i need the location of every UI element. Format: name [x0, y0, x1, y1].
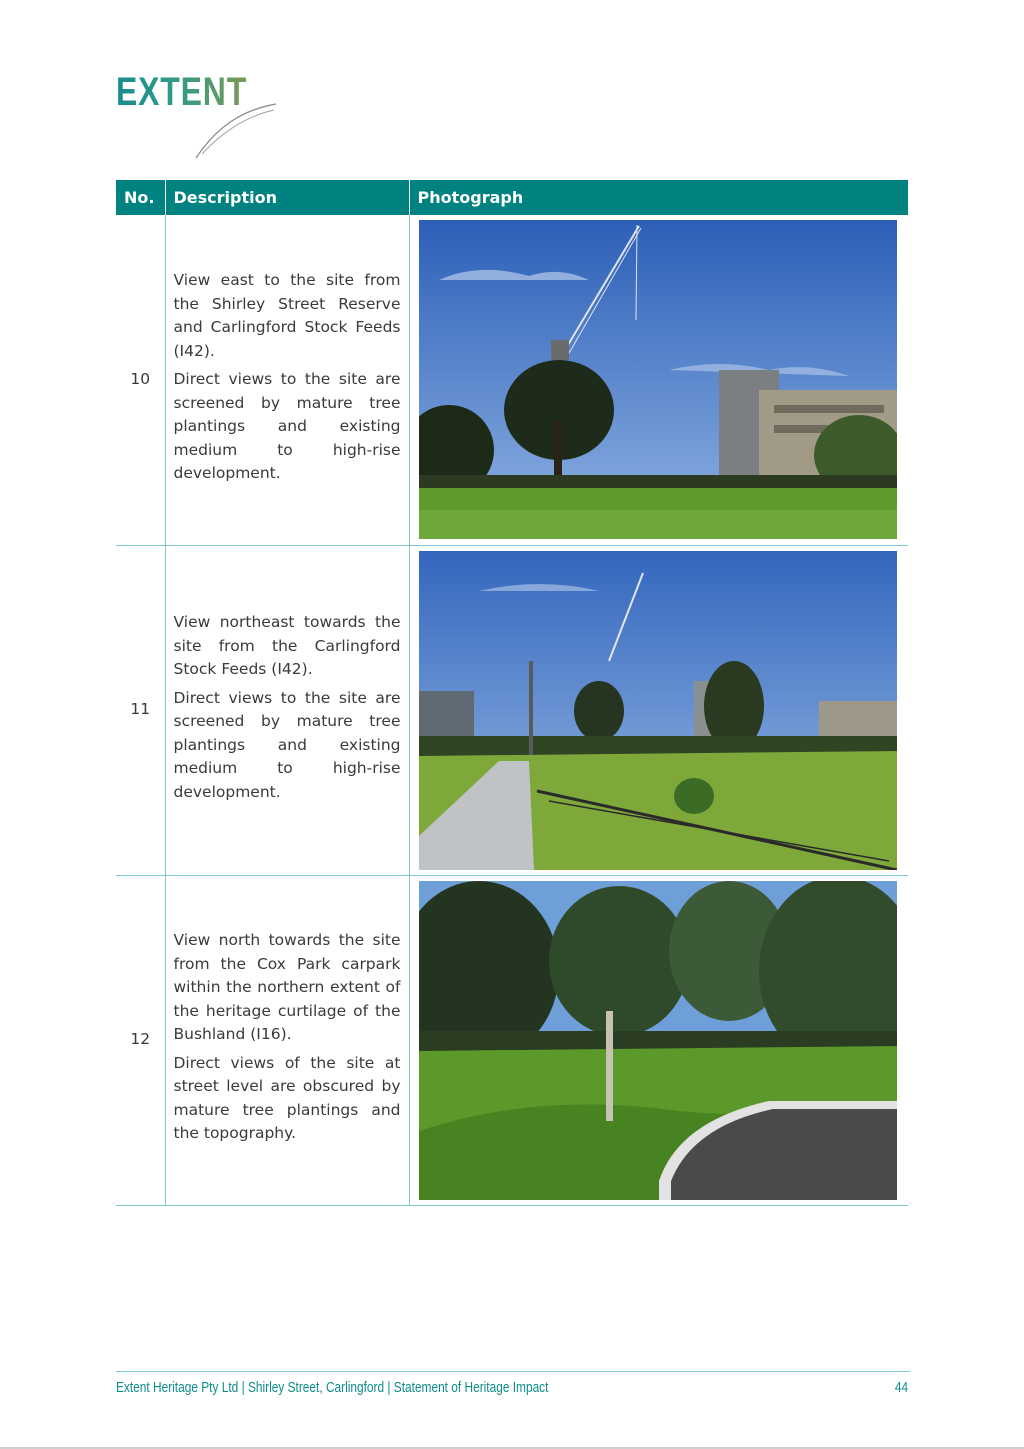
photo-view-east-crane — [419, 220, 897, 539]
row-number: 11 — [116, 545, 165, 875]
description-paragraph: Direct views of the site at street level are obscured by mature tree plantings and the topography. — [173, 1053, 401, 1143]
description-paragraph: Direct views to the site are screened by mature tree plantings and existing medium to high-rise development. — [173, 688, 401, 801]
header-no: No. — [116, 180, 165, 215]
logo-swoosh-icon — [116, 70, 286, 160]
row-number: 12 — [116, 875, 165, 1205]
row-description — [165, 545, 409, 875]
table-row — [116, 875, 908, 1205]
logo-wordmark: EXTENT — [116, 70, 248, 114]
description-paragraph: View northeast towards the site from the Carlingford Stock Feeds (I42). — [173, 613, 401, 678]
row-number: 10 — [116, 215, 165, 545]
views-table — [116, 180, 908, 1206]
table-row — [116, 545, 908, 875]
photo-view-northeast-path — [419, 551, 897, 870]
description-paragraph: View east to the site from the Shirley Street Reserve and Carlingford Stock Feeds (I42). — [173, 271, 401, 360]
description-paragraph: View north towards the site from the Cox Park carpark within the northern extent of the heritage curtilage of the Bushland (I16). — [173, 931, 401, 1044]
description-paragraph: Direct views to the site are screened by mature tree plantings and existing medium to high-rise development. — [173, 370, 401, 482]
extent-logo — [116, 70, 286, 160]
footer-text: Extent Heritage Pty Ltd | Shirley Street, Carlingford | Statement of Heritage Impact — [116, 1380, 549, 1396]
photograph-cell — [409, 545, 908, 875]
photograph-cell — [409, 215, 908, 545]
photo-view-north-carpark — [419, 881, 897, 1200]
header-photograph: Photograph — [409, 180, 908, 215]
row-description — [165, 875, 409, 1205]
photograph-cell — [409, 875, 908, 1205]
row-description — [165, 215, 409, 545]
page-number: 44 — [894, 1380, 908, 1396]
footer-rule — [116, 1371, 910, 1372]
table-header — [116, 180, 908, 215]
header-description: Description — [165, 180, 409, 215]
table-row — [116, 215, 908, 545]
